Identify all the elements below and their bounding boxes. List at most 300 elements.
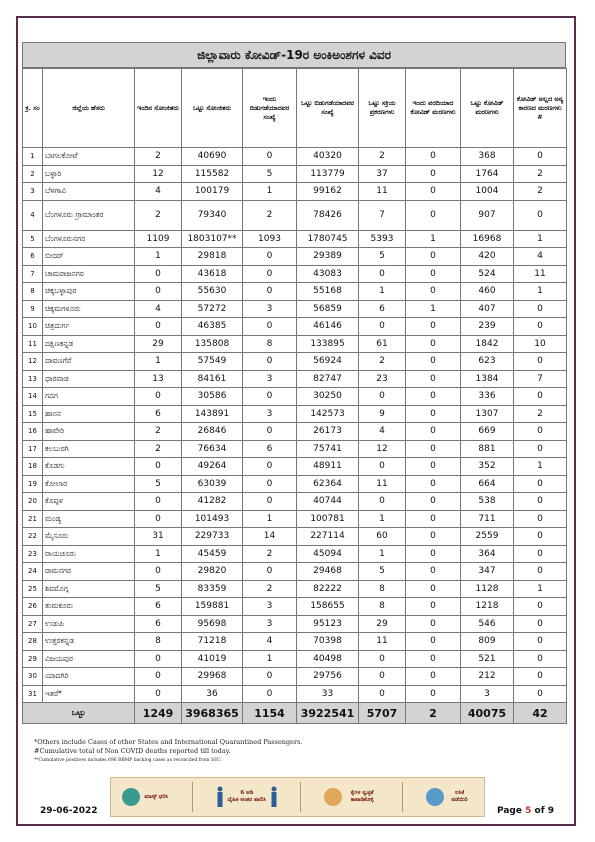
value-cell: 0 (406, 200, 461, 230)
value-cell: 2 (243, 545, 297, 563)
value-cell: 1093 (243, 230, 297, 248)
value-cell: 3 (243, 615, 297, 633)
value-cell: 0 (135, 668, 182, 686)
value-cell: 0 (514, 598, 567, 616)
value-cell: 95698 (182, 615, 243, 633)
value-cell: 0 (514, 318, 567, 336)
value-cell: 0 (406, 388, 461, 406)
value-cell: 229733 (182, 528, 243, 546)
value-cell: 0 (243, 353, 297, 371)
value-cell: 1 (243, 650, 297, 668)
value-cell: 0 (514, 353, 567, 371)
value-cell: 6 (135, 405, 182, 423)
table-row (23, 335, 567, 353)
value-cell: 30250 (297, 388, 359, 406)
banner-mask-label: ಮಾಸ್ಕ್ ಧರಿಸಿ (144, 793, 169, 800)
value-cell: 29 (359, 615, 406, 633)
value-cell: 100781 (297, 510, 359, 528)
total-today-positive: 1249 (135, 703, 182, 724)
value-cell: 8 (243, 335, 297, 353)
value-cell: 0 (514, 633, 567, 651)
value-cell: 133895 (297, 335, 359, 353)
district-cell: ಕೋಲಾರ (43, 475, 135, 493)
value-cell: 43083 (297, 265, 359, 283)
serial-cell: 20 (23, 493, 43, 511)
district-cell: ಚಿಕ್ಕಮಗಳೂರು (43, 300, 135, 318)
value-cell: 115582 (182, 165, 243, 183)
value-cell: 0 (135, 510, 182, 528)
total-today-deaths: 2 (406, 703, 461, 724)
serial-cell: 8 (23, 283, 43, 301)
table-row (23, 510, 567, 528)
value-cell: 0 (406, 510, 461, 528)
value-cell: 0 (514, 668, 567, 686)
value-cell: 41282 (182, 493, 243, 511)
value-cell: 30586 (182, 388, 243, 406)
value-cell: 1384 (461, 370, 514, 388)
serial-cell: 1 (23, 148, 43, 166)
value-cell: 61 (359, 335, 406, 353)
value-cell: 1 (135, 545, 182, 563)
value-cell: 158655 (297, 598, 359, 616)
value-cell: 0 (359, 685, 406, 703)
value-cell: 49264 (182, 458, 243, 476)
value-cell: 1 (135, 248, 182, 266)
value-cell: 43618 (182, 265, 243, 283)
value-cell: 1 (359, 283, 406, 301)
value-cell: 56859 (297, 300, 359, 318)
value-cell: 0 (514, 148, 567, 166)
value-cell: 336 (461, 388, 514, 406)
table-row (23, 283, 567, 301)
total-today-discharged: 1154 (243, 703, 297, 724)
district-cell: ಚಾಮರಾಜನಗರ (43, 265, 135, 283)
value-cell: 71218 (182, 633, 243, 651)
value-cell: 11 (514, 265, 567, 283)
serial-cell: 9 (23, 300, 43, 318)
value-cell: 1128 (461, 580, 514, 598)
hand-wash-icon (324, 788, 342, 806)
district-cell: ಬಳ್ಳಾರಿ (43, 165, 135, 183)
value-cell: 48911 (297, 458, 359, 476)
district-cell: ಬೆಂಗಳೂರು ಗ್ರಾಮಾಂತರ (43, 200, 135, 230)
value-cell: 0 (406, 598, 461, 616)
value-cell: 1 (359, 510, 406, 528)
value-cell: 1218 (461, 598, 514, 616)
value-cell: 0 (514, 440, 567, 458)
value-cell: 5 (243, 165, 297, 183)
value-cell: 0 (243, 423, 297, 441)
value-cell: 2 (514, 183, 567, 201)
banner-distance-label: ದೈಹಿಕ ಅಂತರ ಪಾಲಿಸಿ (227, 797, 267, 803)
value-cell: 84161 (182, 370, 243, 388)
value-cell: 407 (461, 300, 514, 318)
table-row (23, 650, 567, 668)
district-cell: ಮೈಸೂರು (43, 528, 135, 546)
district-cell: ಬಾಗಲಕೋಟೆ (43, 148, 135, 166)
value-cell: 57272 (182, 300, 243, 318)
table-row (23, 440, 567, 458)
serial-cell: 5 (23, 230, 43, 248)
value-cell: 0 (514, 493, 567, 511)
district-cell: ಮಂಡ್ಯ (43, 510, 135, 528)
value-cell: 0 (406, 405, 461, 423)
table-row (23, 300, 567, 318)
banner-divider (300, 782, 301, 812)
value-cell: 0 (359, 388, 406, 406)
value-cell: 95123 (297, 615, 359, 633)
value-cell: 2 (135, 423, 182, 441)
value-cell: 45459 (182, 545, 243, 563)
table-row (23, 633, 567, 651)
district-cell: ರಾಯಚೂರು (43, 545, 135, 563)
value-cell: 57549 (182, 353, 243, 371)
value-cell: 0 (514, 528, 567, 546)
value-cell: 1 (514, 580, 567, 598)
value-cell: 0 (359, 668, 406, 686)
district-cell: ಚಿತ್ರದುರ್ಗ (43, 318, 135, 336)
value-cell: 4 (135, 300, 182, 318)
table-row (23, 370, 567, 388)
value-cell: 40744 (297, 493, 359, 511)
table-row (23, 265, 567, 283)
banner-distance (216, 786, 278, 808)
value-cell: 1 (514, 458, 567, 476)
table-row (23, 248, 567, 266)
table-row (23, 475, 567, 493)
value-cell: 78426 (297, 200, 359, 230)
value-cell: 0 (514, 563, 567, 581)
value-cell: 12 (135, 165, 182, 183)
report-date: 29-06-2022 (40, 806, 98, 816)
value-cell: 82747 (297, 370, 359, 388)
value-cell: 0 (514, 475, 567, 493)
table-row (23, 580, 567, 598)
value-cell: 0 (359, 650, 406, 668)
value-cell: 29818 (182, 248, 243, 266)
table-row (23, 685, 567, 703)
value-cell: 0 (406, 475, 461, 493)
value-cell: 11 (359, 475, 406, 493)
banner-mask (122, 788, 169, 806)
serial-cell: 23 (23, 545, 43, 563)
value-cell: 40690 (182, 148, 243, 166)
district-cell: ಕೊಡಗು (43, 458, 135, 476)
value-cell: 0 (406, 563, 461, 581)
total-positive: 3968365 (182, 703, 243, 724)
col-non-covid-deaths: ಕೋವಿಡ್ ಅಲ್ಲದ ಅನ್ಯ ಕಾರಣದ ಮರಣಗಳು # (514, 69, 567, 148)
value-cell: 0 (406, 265, 461, 283)
value-cell: 0 (514, 510, 567, 528)
value-cell: 1 (514, 230, 567, 248)
serial-cell: 11 (23, 335, 43, 353)
value-cell: 4 (359, 423, 406, 441)
person-icon (216, 786, 224, 808)
value-cell: 0 (406, 580, 461, 598)
district-cell: ಕೊಪ್ಪಳ (43, 493, 135, 511)
district-cell: ಧಾರವಾಡ (43, 370, 135, 388)
total-row (23, 703, 567, 724)
value-cell: 26846 (182, 423, 243, 441)
value-cell: 2 (514, 165, 567, 183)
district-cell: ಹಾಸನ (43, 405, 135, 423)
value-cell: 31 (135, 528, 182, 546)
value-cell: 3 (243, 370, 297, 388)
value-cell: 0 (406, 283, 461, 301)
value-cell: 5393 (359, 230, 406, 248)
value-cell: 79340 (182, 200, 243, 230)
page-prefix: Page (497, 806, 526, 816)
col-today-positive: ಇಂದಿನ ಸೋಂಕಿತರು (135, 69, 182, 148)
value-cell: 4 (135, 183, 182, 201)
value-cell: 420 (461, 248, 514, 266)
value-cell: 2 (359, 353, 406, 371)
value-cell: 5 (135, 475, 182, 493)
value-cell: 55168 (297, 283, 359, 301)
district-cell: ಬೆಂಗಳೂರುನಗರ (43, 230, 135, 248)
value-cell: 29820 (182, 563, 243, 581)
table-row (23, 183, 567, 201)
value-cell: 12 (359, 440, 406, 458)
value-cell: 159881 (182, 598, 243, 616)
value-cell: 101493 (182, 510, 243, 528)
value-cell: 907 (461, 200, 514, 230)
value-cell: 29 (135, 335, 182, 353)
value-cell: 0 (243, 563, 297, 581)
value-cell: 460 (461, 283, 514, 301)
table-header-row (23, 69, 567, 148)
serial-cell: 22 (23, 528, 43, 546)
value-cell: 0 (406, 615, 461, 633)
district-cell: ವಿಜಯಪುರ (43, 650, 135, 668)
safety-banner (110, 777, 485, 817)
serial-cell: 4 (23, 200, 43, 230)
district-covid-table (22, 68, 567, 724)
serial-cell: 27 (23, 615, 43, 633)
value-cell: 76634 (182, 440, 243, 458)
footnote-non-covid: #Cumulative total of Non COVID deaths reported till today. (34, 747, 231, 755)
value-cell: 2 (243, 200, 297, 230)
value-cell: 3 (243, 598, 297, 616)
footnote-backlog: **Cumulative positives includes 696 BBMP backlog cases as reconciled from SSU. (34, 758, 222, 763)
value-cell: 0 (406, 440, 461, 458)
value-cell: 0 (406, 370, 461, 388)
banner-divider (402, 782, 403, 812)
value-cell: 100179 (182, 183, 243, 201)
serial-cell: 26 (23, 598, 43, 616)
district-cell: ಶಿವಮೊಗ್ಗ (43, 580, 135, 598)
footnotes (34, 738, 554, 765)
table-row (23, 388, 567, 406)
value-cell: 29756 (297, 668, 359, 686)
table-row (23, 528, 567, 546)
value-cell: 37 (359, 165, 406, 183)
table-row (23, 563, 567, 581)
value-cell: 0 (135, 493, 182, 511)
table-row (23, 230, 567, 248)
value-cell: 10 (514, 335, 567, 353)
value-cell: 0 (243, 148, 297, 166)
value-cell: 40320 (297, 148, 359, 166)
value-cell: 0 (359, 458, 406, 476)
table-row (23, 615, 567, 633)
value-cell: 0 (514, 615, 567, 633)
col-serial: ಕ್ರ. ಸಂ (23, 69, 43, 148)
table-row (23, 318, 567, 336)
value-cell: 0 (514, 685, 567, 703)
value-cell: 3 (461, 685, 514, 703)
value-cell: 14 (243, 528, 297, 546)
value-cell: 2 (135, 200, 182, 230)
serial-cell: 15 (23, 405, 43, 423)
report-title: ಜಿಲ್ಲಾವಾರು ಕೋವಿಡ್-19ರ ಅಂಕಿಅಂಶಗಳ ವಿವರ (22, 42, 566, 68)
page-current: 5 (525, 806, 532, 816)
value-cell: 1 (243, 510, 297, 528)
value-cell: 6 (359, 300, 406, 318)
value-cell: 45094 (297, 545, 359, 563)
value-cell: 0 (135, 563, 182, 581)
table-row (23, 458, 567, 476)
value-cell: 56924 (297, 353, 359, 371)
value-cell: 7 (359, 200, 406, 230)
value-cell: 7 (514, 370, 567, 388)
value-cell: 6 (135, 598, 182, 616)
value-cell: 0 (406, 633, 461, 651)
value-cell: 113779 (297, 165, 359, 183)
value-cell: 0 (514, 650, 567, 668)
district-cell: ಚಿಕ್ಕಬಳ್ಳಾಪುರ (43, 283, 135, 301)
value-cell: 0 (243, 248, 297, 266)
total-discharged: 3922541 (297, 703, 359, 724)
district-cell: ಬೆಳಗಾವಿ (43, 183, 135, 201)
serial-cell: 13 (23, 370, 43, 388)
value-cell: 0 (406, 318, 461, 336)
value-cell: 46146 (297, 318, 359, 336)
value-cell: 8 (135, 633, 182, 651)
value-cell: 0 (406, 148, 461, 166)
value-cell: 623 (461, 353, 514, 371)
value-cell: 524 (461, 265, 514, 283)
serial-cell: 2 (23, 165, 43, 183)
value-cell: 11 (359, 633, 406, 651)
value-cell: 0 (135, 650, 182, 668)
value-cell: 99162 (297, 183, 359, 201)
value-cell: 83359 (182, 580, 243, 598)
col-active-cases: ಒಟ್ಟು ಸಕ್ರಿಯ ಪ್ರಕರಣಗಳು (359, 69, 406, 148)
value-cell: 5 (359, 563, 406, 581)
district-cell: ಉತ್ತರಕನ್ನಡ (43, 633, 135, 651)
value-cell: 239 (461, 318, 514, 336)
serial-cell: 28 (23, 633, 43, 651)
value-cell: 3 (243, 405, 297, 423)
value-cell: 60 (359, 528, 406, 546)
value-cell: 75741 (297, 440, 359, 458)
value-cell: 0 (243, 458, 297, 476)
value-cell: 664 (461, 475, 514, 493)
district-cell: ಬೀದರ್ (43, 248, 135, 266)
value-cell: 0 (243, 668, 297, 686)
value-cell: 41019 (182, 650, 243, 668)
value-cell: 29968 (182, 668, 243, 686)
district-cell: ಇತರೆ* (43, 685, 135, 703)
table-row (23, 598, 567, 616)
value-cell: 0 (135, 685, 182, 703)
serial-cell: 25 (23, 580, 43, 598)
value-cell: 0 (406, 423, 461, 441)
serial-cell: 6 (23, 248, 43, 266)
value-cell: 0 (406, 353, 461, 371)
value-cell: 1 (406, 230, 461, 248)
table-row (23, 493, 567, 511)
col-district: ಜಿಲ್ಲೆಯ ಹೆಸರು (43, 69, 135, 148)
value-cell: 0 (243, 388, 297, 406)
serial-cell: 17 (23, 440, 43, 458)
serial-cell: 19 (23, 475, 43, 493)
value-cell: 0 (135, 283, 182, 301)
value-cell: 0 (406, 493, 461, 511)
value-cell: 1 (514, 283, 567, 301)
value-cell: 23 (359, 370, 406, 388)
value-cell: 0 (406, 458, 461, 476)
masked-face-icon (122, 788, 140, 806)
serial-cell: 14 (23, 388, 43, 406)
value-cell: 881 (461, 440, 514, 458)
table-row (23, 353, 567, 371)
banner-distance-top: 6 ಅಡಿ (240, 790, 254, 796)
value-cell: 0 (406, 248, 461, 266)
value-cell: 0 (243, 493, 297, 511)
value-cell: 669 (461, 423, 514, 441)
value-cell: 364 (461, 545, 514, 563)
serial-cell: 31 (23, 685, 43, 703)
page-middle: of (531, 806, 548, 816)
col-total-discharged: ಒಟ್ಟು ಬಿಡುಗಡೆಯಾದವರ ಸಂಖ್ಯೆ (297, 69, 359, 148)
serial-cell: 7 (23, 265, 43, 283)
serial-cell: 12 (23, 353, 43, 371)
value-cell: 0 (243, 475, 297, 493)
value-cell: 0 (514, 300, 567, 318)
value-cell: 1803107** (182, 230, 243, 248)
value-cell: 0 (514, 200, 567, 230)
value-cell: 1004 (461, 183, 514, 201)
table-row (23, 405, 567, 423)
value-cell: 2 (243, 580, 297, 598)
value-cell: 0 (406, 528, 461, 546)
value-cell: 0 (406, 668, 461, 686)
value-cell: 55630 (182, 283, 243, 301)
value-cell: 4 (514, 248, 567, 266)
value-cell: 1 (359, 545, 406, 563)
value-cell: 352 (461, 458, 514, 476)
serial-cell: 18 (23, 458, 43, 476)
table-row (23, 200, 567, 230)
table-row (23, 668, 567, 686)
total-label: ಒಟ್ಟು (23, 703, 135, 724)
col-total-positive: ಒಟ್ಟು ಸೋಂಕಿತರು (182, 69, 243, 148)
value-cell: 0 (135, 318, 182, 336)
col-today-deaths: ಇಂದು ವರದಿಯಾದ ಕೋವಿಡ್ ಮರಣಗಳು (406, 69, 461, 148)
value-cell: 0 (514, 388, 567, 406)
table-row (23, 423, 567, 441)
value-cell: 538 (461, 493, 514, 511)
value-cell: 0 (135, 388, 182, 406)
value-cell: 0 (359, 265, 406, 283)
banner-vaccine (426, 788, 473, 806)
value-cell: 1307 (461, 405, 514, 423)
value-cell: 0 (406, 685, 461, 703)
value-cell: 29389 (297, 248, 359, 266)
col-total-deaths: ಒಟ್ಟು ಕೋವಿಡ್ ಮರಣಗಳು (461, 69, 514, 148)
